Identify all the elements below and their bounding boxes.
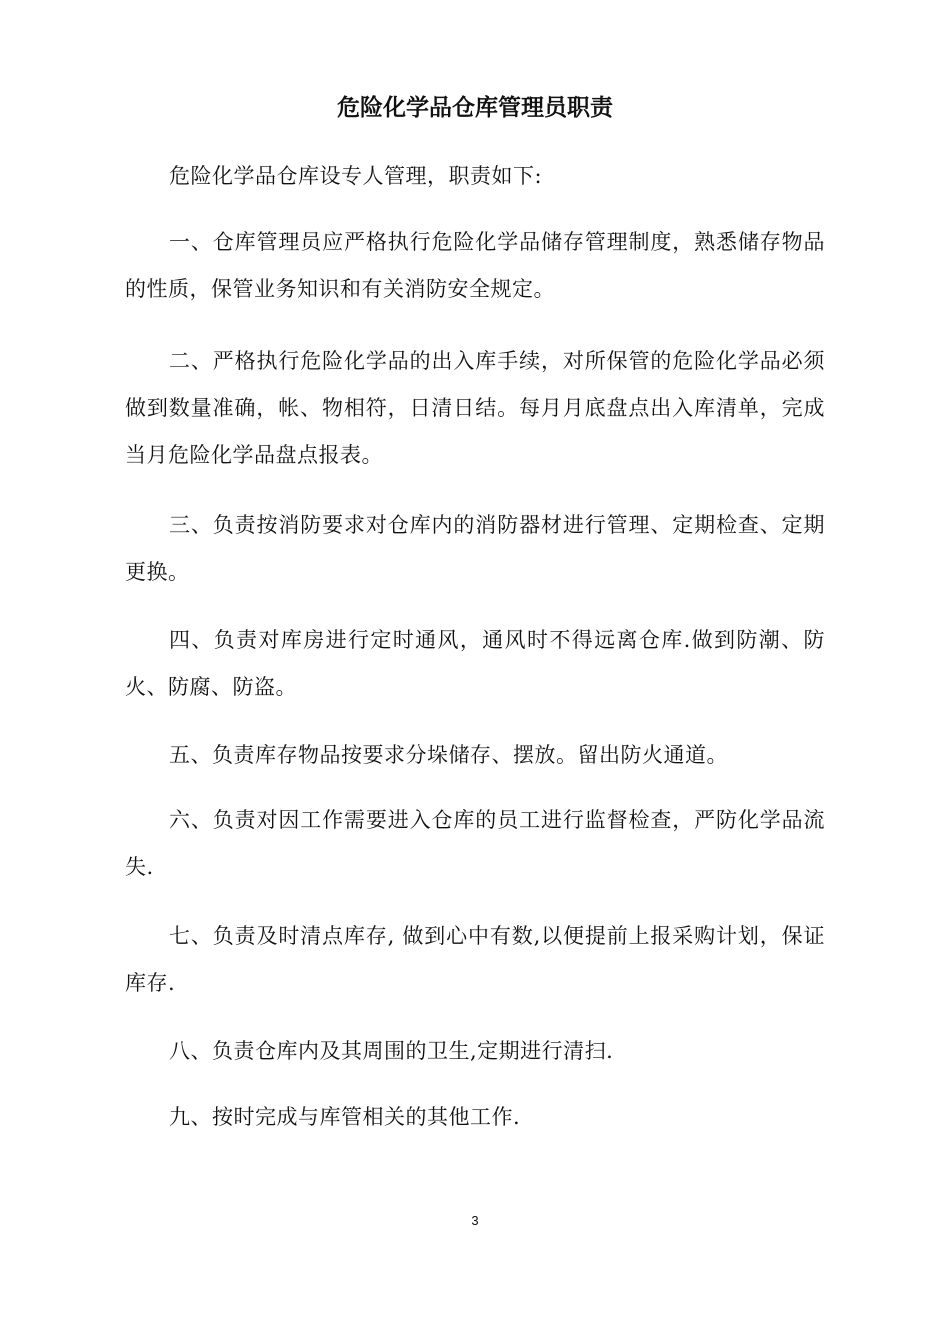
duty-item-6: 六、负责对因工作需要进入仓库的员工进行监督检查，严防化学品流失. [125,808,825,879]
document-title: 危险化学品仓库管理员职责 [337,95,613,121]
duty-item-7: 七、负责及时清点库存, 做到心中有数,以便提前上报采购计划，保证库存. [125,924,825,995]
duty-item-4: 四、负责对库房进行定时通风，通风时不得远离仓库.做到防潮、防火、防腐、防盗。 [125,628,825,699]
duty-item-9: 九、按时完成与库管相关的其他工作. [169,1105,521,1129]
intro-paragraph: 危险化学品仓库设专人管理，职责如下: [169,164,543,188]
duty-item-3: 三、负责按消防要求对仓库内的消防器材进行管理、定期检查、定期更换。 [125,513,825,584]
duty-item-1: 一、仓库管理员应严格执行危险化学品储存管理制度，熟悉储存物品的性质，保管业务知识和有关消防安全规定。 [125,230,825,301]
duty-item-2: 二、严格执行危险化学品的出入库手续，对所保管的危险化学品必须做到数量准确，帐、物相符，日清日结。每月月底盘点出入库清单，完成当月危险化学品盘点报表。 [125,349,825,467]
page-number: 3 [471,1213,479,1228]
duty-item-5: 五、负责库存物品按要求分垛储存、摆放。留出防火通道。 [169,743,728,767]
duty-item-8: 八、负责仓库内及其周围的卫生,定期进行清扫. [169,1039,614,1063]
